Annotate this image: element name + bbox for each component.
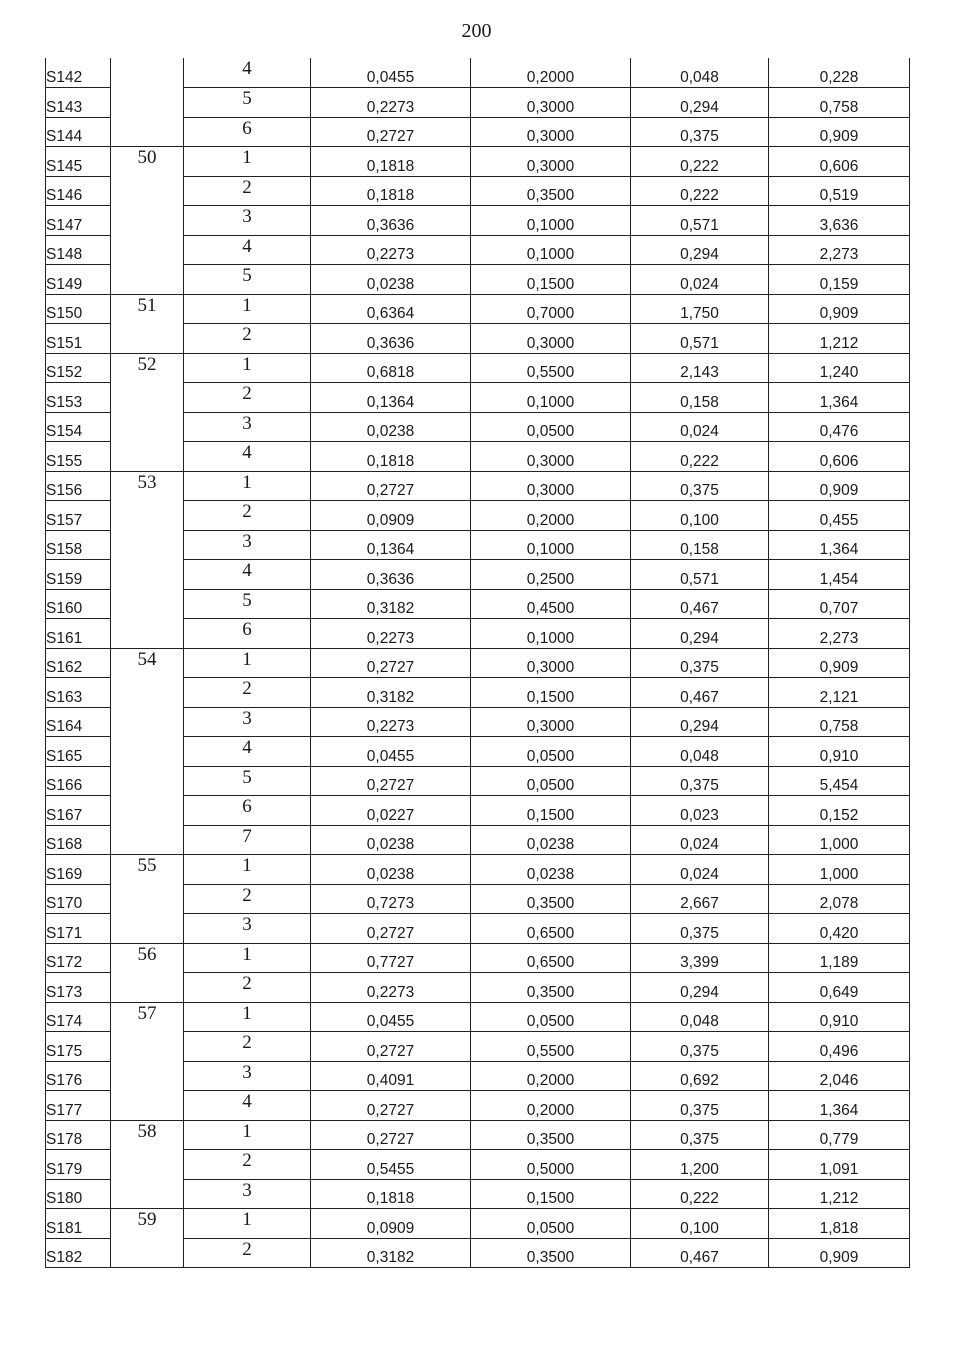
table-row bbox=[46, 147, 910, 177]
value-cell-3: 0,375 bbox=[631, 1091, 769, 1121]
group-number-cell: 50 bbox=[111, 147, 184, 295]
value-cell-3: 0,222 bbox=[631, 176, 769, 206]
value-cell-4: 1,364 bbox=[769, 383, 910, 413]
sub-number-cell: 1 bbox=[184, 943, 311, 973]
sub-number-cell: 2 bbox=[184, 501, 311, 531]
value-cell-2: 0,0500 bbox=[471, 1002, 631, 1032]
value-cell-2: 0,0500 bbox=[471, 412, 631, 442]
value-cell-4: 0,606 bbox=[769, 147, 910, 177]
sub-number-cell: 1 bbox=[184, 648, 311, 678]
value-cell-4: 0,910 bbox=[769, 1002, 910, 1032]
value-cell-1: 0,0238 bbox=[311, 265, 471, 295]
sub-number-cell: 2 bbox=[184, 1238, 311, 1268]
value-cell-2: 0,3000 bbox=[471, 707, 631, 737]
sample-id-cell: S167 bbox=[46, 796, 111, 826]
group-number-cell: 53 bbox=[111, 471, 184, 648]
value-cell-4: 0,159 bbox=[769, 265, 910, 295]
value-cell-4: 1,454 bbox=[769, 560, 910, 590]
sample-id-cell: S161 bbox=[46, 619, 111, 649]
value-cell-3: 0,024 bbox=[631, 265, 769, 295]
value-cell-4: 0,606 bbox=[769, 442, 910, 472]
value-cell-1: 0,2273 bbox=[311, 707, 471, 737]
value-cell-4: 0,909 bbox=[769, 648, 910, 678]
sub-number-cell: 3 bbox=[184, 530, 311, 560]
group-number-cell: 54 bbox=[111, 648, 184, 855]
value-cell-2: 0,1500 bbox=[471, 796, 631, 826]
value-cell-2: 0,3000 bbox=[471, 648, 631, 678]
sub-number-cell: 2 bbox=[184, 973, 311, 1003]
value-cell-4: 0,420 bbox=[769, 914, 910, 944]
value-cell-3: 0,048 bbox=[631, 1002, 769, 1032]
value-cell-2: 0,3000 bbox=[471, 147, 631, 177]
value-cell-1: 0,2273 bbox=[311, 619, 471, 649]
value-cell-2: 0,1500 bbox=[471, 1179, 631, 1209]
sub-number-cell: 4 bbox=[184, 58, 311, 88]
sub-number-cell: 1 bbox=[184, 1002, 311, 1032]
value-cell-1: 0,1364 bbox=[311, 383, 471, 413]
value-cell-1: 0,1818 bbox=[311, 442, 471, 472]
value-cell-3: 0,294 bbox=[631, 619, 769, 649]
sample-id-cell: S153 bbox=[46, 383, 111, 413]
sub-number-cell: 2 bbox=[184, 324, 311, 354]
value-cell-4: 0,758 bbox=[769, 707, 910, 737]
value-cell-4: 1,000 bbox=[769, 855, 910, 885]
value-cell-4: 0,909 bbox=[769, 1238, 910, 1268]
group-number-cell: 55 bbox=[111, 855, 184, 944]
sample-id-cell: S176 bbox=[46, 1061, 111, 1091]
value-cell-1: 0,0227 bbox=[311, 796, 471, 826]
value-cell-1: 0,7727 bbox=[311, 943, 471, 973]
sub-number-cell: 1 bbox=[184, 353, 311, 383]
value-cell-4: 1,212 bbox=[769, 324, 910, 354]
value-cell-4: 0,779 bbox=[769, 1120, 910, 1150]
value-cell-2: 0,5500 bbox=[471, 353, 631, 383]
value-cell-3: 0,571 bbox=[631, 560, 769, 590]
sub-number-cell: 2 bbox=[184, 884, 311, 914]
value-cell-2: 0,2000 bbox=[471, 1091, 631, 1121]
value-cell-4: 2,273 bbox=[769, 619, 910, 649]
sample-id-cell: S170 bbox=[46, 884, 111, 914]
value-cell-2: 0,1000 bbox=[471, 530, 631, 560]
value-cell-2: 0,5000 bbox=[471, 1150, 631, 1180]
sub-number-cell: 3 bbox=[184, 707, 311, 737]
value-cell-2: 0,0500 bbox=[471, 766, 631, 796]
value-cell-4: 0,909 bbox=[769, 471, 910, 501]
value-cell-1: 0,3182 bbox=[311, 678, 471, 708]
value-cell-3: 0,467 bbox=[631, 1238, 769, 1268]
sub-number-cell: 6 bbox=[184, 619, 311, 649]
value-cell-1: 0,0909 bbox=[311, 501, 471, 531]
sub-number-cell: 1 bbox=[184, 471, 311, 501]
sub-number-cell: 4 bbox=[184, 1091, 311, 1121]
value-cell-2: 0,3000 bbox=[471, 324, 631, 354]
sub-number-cell: 3 bbox=[184, 1061, 311, 1091]
value-cell-3: 0,294 bbox=[631, 235, 769, 265]
value-cell-4: 0,758 bbox=[769, 88, 910, 118]
sub-number-cell: 1 bbox=[184, 1209, 311, 1239]
sub-number-cell: 3 bbox=[184, 206, 311, 236]
value-cell-3: 0,375 bbox=[631, 471, 769, 501]
sub-number-cell: 4 bbox=[184, 442, 311, 472]
sub-number-cell: 1 bbox=[184, 1120, 311, 1150]
value-cell-3: 0,100 bbox=[631, 501, 769, 531]
sample-id-cell: S177 bbox=[46, 1091, 111, 1121]
sample-id-cell: S162 bbox=[46, 648, 111, 678]
value-cell-2: 0,4500 bbox=[471, 589, 631, 619]
value-cell-3: 0,024 bbox=[631, 825, 769, 855]
value-cell-3: 0,375 bbox=[631, 766, 769, 796]
value-cell-1: 0,4091 bbox=[311, 1061, 471, 1091]
data-table bbox=[45, 58, 910, 1268]
value-cell-1: 0,5455 bbox=[311, 1150, 471, 1180]
sub-number-cell: 4 bbox=[184, 235, 311, 265]
sub-number-cell: 5 bbox=[184, 589, 311, 619]
value-cell-2: 0,1000 bbox=[471, 619, 631, 649]
value-cell-2: 0,6500 bbox=[471, 943, 631, 973]
value-cell-2: 0,1500 bbox=[471, 265, 631, 295]
value-cell-3: 0,158 bbox=[631, 530, 769, 560]
value-cell-1: 0,3636 bbox=[311, 560, 471, 590]
value-cell-1: 0,0238 bbox=[311, 412, 471, 442]
value-cell-1: 0,2727 bbox=[311, 648, 471, 678]
value-cell-3: 1,750 bbox=[631, 294, 769, 324]
value-cell-4: 1,364 bbox=[769, 530, 910, 560]
value-cell-3: 0,024 bbox=[631, 855, 769, 885]
value-cell-4: 0,909 bbox=[769, 294, 910, 324]
sample-id-cell: S147 bbox=[46, 206, 111, 236]
sub-number-cell: 2 bbox=[184, 383, 311, 413]
sample-id-cell: S146 bbox=[46, 176, 111, 206]
value-cell-4: 0,910 bbox=[769, 737, 910, 767]
value-cell-1: 0,2727 bbox=[311, 1032, 471, 1062]
value-cell-3: 0,294 bbox=[631, 88, 769, 118]
sub-number-cell: 6 bbox=[184, 117, 311, 147]
value-cell-4: 0,519 bbox=[769, 176, 910, 206]
table-row bbox=[46, 1120, 910, 1150]
value-cell-3: 0,467 bbox=[631, 678, 769, 708]
table-row bbox=[46, 648, 910, 678]
value-cell-4: 2,046 bbox=[769, 1061, 910, 1091]
value-cell-3: 0,158 bbox=[631, 383, 769, 413]
table-row bbox=[46, 1002, 910, 1032]
value-cell-1: 0,2727 bbox=[311, 914, 471, 944]
group-number-cell: 51 bbox=[111, 294, 184, 353]
sample-id-cell: S151 bbox=[46, 324, 111, 354]
value-cell-1: 0,2727 bbox=[311, 1120, 471, 1150]
sub-number-cell: 5 bbox=[184, 88, 311, 118]
sample-id-cell: S165 bbox=[46, 737, 111, 767]
sample-id-cell: S148 bbox=[46, 235, 111, 265]
value-cell-1: 0,0455 bbox=[311, 737, 471, 767]
group-number-cell bbox=[111, 58, 184, 147]
value-cell-2: 0,0500 bbox=[471, 1209, 631, 1239]
value-cell-3: 0,571 bbox=[631, 324, 769, 354]
value-cell-1: 0,7273 bbox=[311, 884, 471, 914]
value-cell-2: 0,7000 bbox=[471, 294, 631, 324]
value-cell-3: 0,692 bbox=[631, 1061, 769, 1091]
sample-id-cell: S144 bbox=[46, 117, 111, 147]
value-cell-3: 0,222 bbox=[631, 147, 769, 177]
value-cell-3: 0,294 bbox=[631, 707, 769, 737]
table-row bbox=[46, 855, 910, 885]
value-cell-4: 1,091 bbox=[769, 1150, 910, 1180]
sample-id-cell: S171 bbox=[46, 914, 111, 944]
value-cell-3: 0,048 bbox=[631, 58, 769, 88]
group-number-cell: 52 bbox=[111, 353, 184, 471]
sub-number-cell: 5 bbox=[184, 265, 311, 295]
sample-id-cell: S179 bbox=[46, 1150, 111, 1180]
value-cell-2: 0,2500 bbox=[471, 560, 631, 590]
value-cell-1: 0,2273 bbox=[311, 973, 471, 1003]
sample-id-cell: S157 bbox=[46, 501, 111, 531]
group-number-cell: 56 bbox=[111, 943, 184, 1002]
sample-id-cell: S155 bbox=[46, 442, 111, 472]
value-cell-2: 0,2000 bbox=[471, 1061, 631, 1091]
value-cell-2: 0,3500 bbox=[471, 1120, 631, 1150]
value-cell-2: 0,0238 bbox=[471, 825, 631, 855]
table-body bbox=[46, 58, 910, 1268]
value-cell-4: 0,909 bbox=[769, 117, 910, 147]
value-cell-3: 3,399 bbox=[631, 943, 769, 973]
value-cell-2: 0,3500 bbox=[471, 884, 631, 914]
sub-number-cell: 4 bbox=[184, 737, 311, 767]
sample-id-cell: S175 bbox=[46, 1032, 111, 1062]
value-cell-4: 0,496 bbox=[769, 1032, 910, 1062]
sub-number-cell: 2 bbox=[184, 1150, 311, 1180]
value-cell-3: 2,143 bbox=[631, 353, 769, 383]
value-cell-1: 0,2727 bbox=[311, 471, 471, 501]
value-cell-1: 0,0455 bbox=[311, 1002, 471, 1032]
sample-id-cell: S164 bbox=[46, 707, 111, 737]
table-row bbox=[46, 353, 910, 383]
sample-id-cell: S152 bbox=[46, 353, 111, 383]
value-cell-4: 2,273 bbox=[769, 235, 910, 265]
sample-id-cell: S181 bbox=[46, 1209, 111, 1239]
sub-number-cell: 4 bbox=[184, 560, 311, 590]
sub-number-cell: 1 bbox=[184, 855, 311, 885]
value-cell-1: 0,6364 bbox=[311, 294, 471, 324]
value-cell-3: 0,048 bbox=[631, 737, 769, 767]
value-cell-2: 0,3000 bbox=[471, 442, 631, 472]
value-cell-4: 0,476 bbox=[769, 412, 910, 442]
sub-number-cell: 2 bbox=[184, 1032, 311, 1062]
sample-id-cell: S160 bbox=[46, 589, 111, 619]
sub-number-cell: 1 bbox=[184, 147, 311, 177]
sample-id-cell: S166 bbox=[46, 766, 111, 796]
sample-id-cell: S150 bbox=[46, 294, 111, 324]
value-cell-3: 0,375 bbox=[631, 914, 769, 944]
value-cell-3: 0,467 bbox=[631, 589, 769, 619]
value-cell-4: 1,000 bbox=[769, 825, 910, 855]
value-cell-2: 0,3500 bbox=[471, 1238, 631, 1268]
sample-id-cell: S168 bbox=[46, 825, 111, 855]
value-cell-2: 0,1000 bbox=[471, 383, 631, 413]
value-cell-2: 0,1000 bbox=[471, 206, 631, 236]
table-row bbox=[46, 58, 910, 88]
sample-id-cell: S158 bbox=[46, 530, 111, 560]
value-cell-4: 1,212 bbox=[769, 1179, 910, 1209]
sub-number-cell: 5 bbox=[184, 766, 311, 796]
sub-number-cell: 3 bbox=[184, 1179, 311, 1209]
value-cell-2: 0,1000 bbox=[471, 235, 631, 265]
value-cell-2: 0,3500 bbox=[471, 176, 631, 206]
value-cell-4: 0,455 bbox=[769, 501, 910, 531]
sub-number-cell: 1 bbox=[184, 294, 311, 324]
page-number: 200 bbox=[461, 20, 492, 42]
value-cell-3: 0,222 bbox=[631, 442, 769, 472]
value-cell-1: 0,2727 bbox=[311, 1091, 471, 1121]
value-cell-2: 0,0500 bbox=[471, 737, 631, 767]
value-cell-2: 0,6500 bbox=[471, 914, 631, 944]
value-cell-4: 2,078 bbox=[769, 884, 910, 914]
value-cell-1: 0,2727 bbox=[311, 766, 471, 796]
value-cell-1: 0,3182 bbox=[311, 589, 471, 619]
group-number-cell: 57 bbox=[111, 1002, 184, 1120]
value-cell-2: 0,3000 bbox=[471, 88, 631, 118]
sample-id-cell: S173 bbox=[46, 973, 111, 1003]
value-cell-3: 0,375 bbox=[631, 648, 769, 678]
value-cell-1: 0,3636 bbox=[311, 324, 471, 354]
value-cell-3: 0,375 bbox=[631, 117, 769, 147]
sub-number-cell: 3 bbox=[184, 914, 311, 944]
value-cell-1: 0,1818 bbox=[311, 147, 471, 177]
sample-id-cell: S182 bbox=[46, 1238, 111, 1268]
sub-number-cell: 7 bbox=[184, 825, 311, 855]
value-cell-1: 0,2273 bbox=[311, 88, 471, 118]
sample-id-cell: S169 bbox=[46, 855, 111, 885]
value-cell-2: 0,0238 bbox=[471, 855, 631, 885]
sample-id-cell: S180 bbox=[46, 1179, 111, 1209]
value-cell-4: 1,189 bbox=[769, 943, 910, 973]
value-cell-3: 2,667 bbox=[631, 884, 769, 914]
value-cell-3: 0,375 bbox=[631, 1032, 769, 1062]
value-cell-3: 0,100 bbox=[631, 1209, 769, 1239]
value-cell-1: 0,2273 bbox=[311, 235, 471, 265]
group-number-cell: 59 bbox=[111, 1209, 184, 1268]
sample-id-cell: S163 bbox=[46, 678, 111, 708]
value-cell-3: 0,571 bbox=[631, 206, 769, 236]
table-row bbox=[46, 1209, 910, 1239]
value-cell-1: 0,0238 bbox=[311, 855, 471, 885]
value-cell-4: 0,228 bbox=[769, 58, 910, 88]
value-cell-4: 0,152 bbox=[769, 796, 910, 826]
value-cell-1: 0,3636 bbox=[311, 206, 471, 236]
value-cell-1: 0,0909 bbox=[311, 1209, 471, 1239]
value-cell-3: 0,375 bbox=[631, 1120, 769, 1150]
sample-id-cell: S143 bbox=[46, 88, 111, 118]
value-cell-4: 1,240 bbox=[769, 353, 910, 383]
value-cell-1: 0,2727 bbox=[311, 117, 471, 147]
table-row bbox=[46, 471, 910, 501]
value-cell-3: 0,024 bbox=[631, 412, 769, 442]
sub-number-cell: 6 bbox=[184, 796, 311, 826]
group-number-cell: 58 bbox=[111, 1120, 184, 1209]
value-cell-2: 0,3500 bbox=[471, 973, 631, 1003]
value-cell-1: 0,3182 bbox=[311, 1238, 471, 1268]
value-cell-2: 0,3000 bbox=[471, 117, 631, 147]
value-cell-4: 5,454 bbox=[769, 766, 910, 796]
value-cell-2: 0,5500 bbox=[471, 1032, 631, 1062]
sample-id-cell: S145 bbox=[46, 147, 111, 177]
value-cell-1: 0,0455 bbox=[311, 58, 471, 88]
value-cell-1: 0,0238 bbox=[311, 825, 471, 855]
value-cell-1: 0,6818 bbox=[311, 353, 471, 383]
sample-id-cell: S178 bbox=[46, 1120, 111, 1150]
sample-id-cell: S156 bbox=[46, 471, 111, 501]
sample-id-cell: S142 bbox=[46, 58, 111, 88]
sample-id-cell: S172 bbox=[46, 943, 111, 973]
value-cell-4: 3,636 bbox=[769, 206, 910, 236]
sub-number-cell: 2 bbox=[184, 678, 311, 708]
sample-id-cell: S154 bbox=[46, 412, 111, 442]
value-cell-3: 0,222 bbox=[631, 1179, 769, 1209]
value-cell-2: 0,2000 bbox=[471, 58, 631, 88]
value-cell-4: 2,121 bbox=[769, 678, 910, 708]
value-cell-4: 1,818 bbox=[769, 1209, 910, 1239]
value-cell-2: 0,1500 bbox=[471, 678, 631, 708]
value-cell-4: 0,649 bbox=[769, 973, 910, 1003]
value-cell-1: 0,1818 bbox=[311, 1179, 471, 1209]
sub-number-cell: 3 bbox=[184, 412, 311, 442]
value-cell-2: 0,2000 bbox=[471, 501, 631, 531]
table-row bbox=[46, 294, 910, 324]
sample-id-cell: S159 bbox=[46, 560, 111, 590]
value-cell-3: 1,200 bbox=[631, 1150, 769, 1180]
value-cell-2: 0,3000 bbox=[471, 471, 631, 501]
value-cell-3: 0,023 bbox=[631, 796, 769, 826]
value-cell-4: 0,707 bbox=[769, 589, 910, 619]
sub-number-cell: 2 bbox=[184, 176, 311, 206]
table-row bbox=[46, 943, 910, 973]
value-cell-1: 0,1818 bbox=[311, 176, 471, 206]
sample-id-cell: S149 bbox=[46, 265, 111, 295]
value-cell-4: 1,364 bbox=[769, 1091, 910, 1121]
sample-id-cell: S174 bbox=[46, 1002, 111, 1032]
value-cell-1: 0,1364 bbox=[311, 530, 471, 560]
value-cell-3: 0,294 bbox=[631, 973, 769, 1003]
